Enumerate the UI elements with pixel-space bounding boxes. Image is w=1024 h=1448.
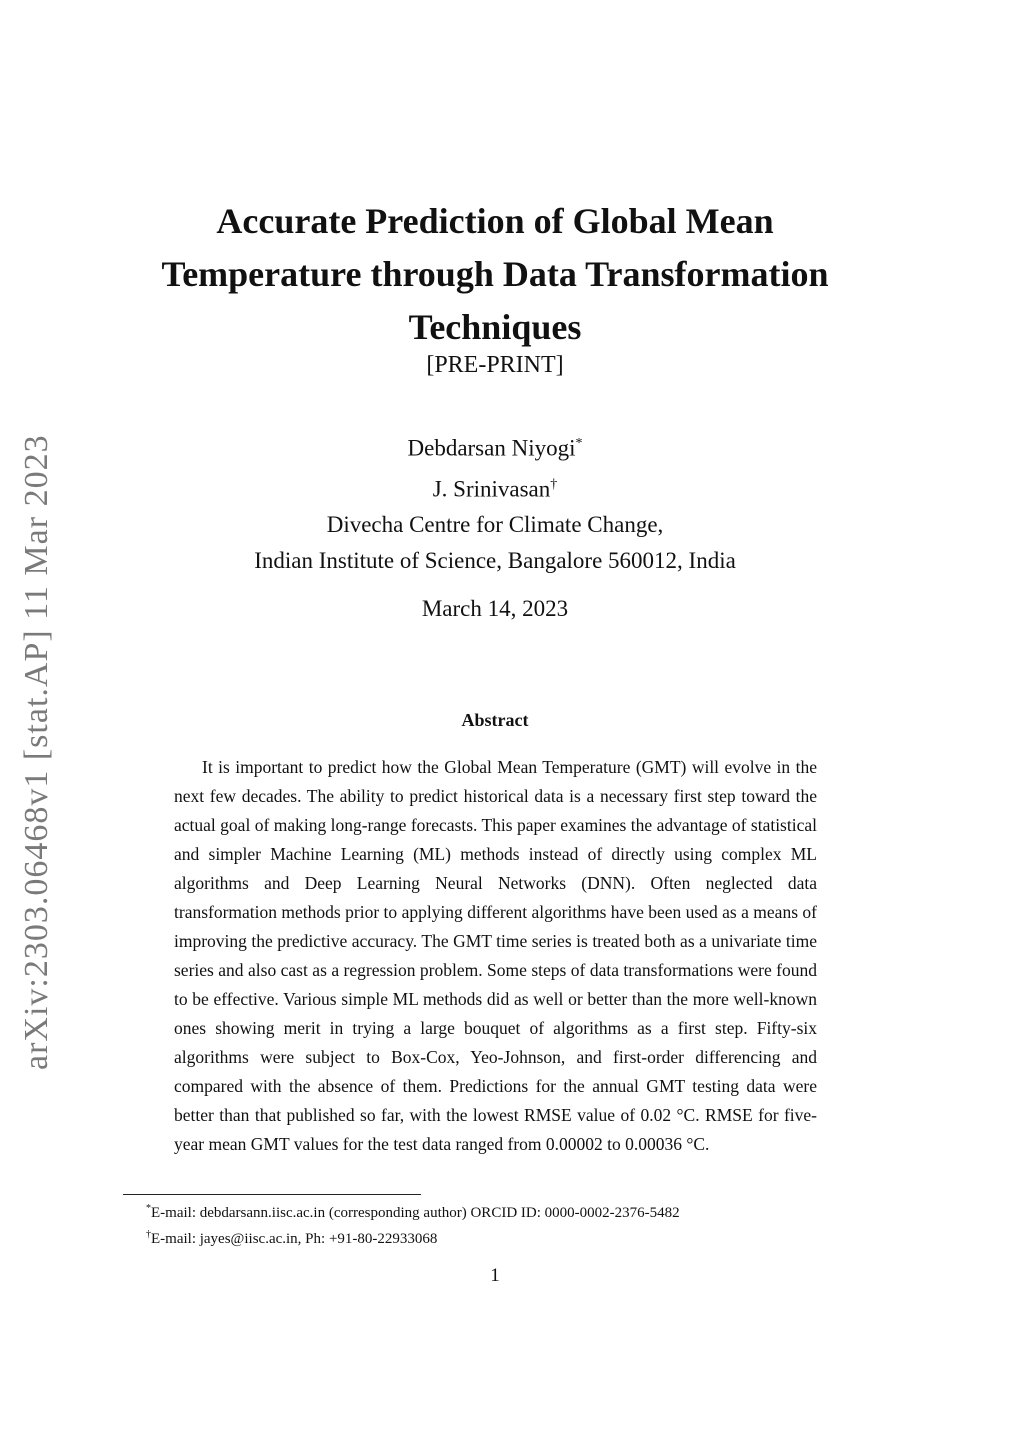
footnotes xyxy=(146,1198,906,1250)
abstract-heading: Abstract xyxy=(461,710,529,730)
paper-title: Accurate Prediction of Global Mean Temperature through Data Transformation Techniques xyxy=(161,201,829,347)
author-2 xyxy=(140,467,850,508)
arxiv-identifier: arXiv:2303.06468v1 [stat.AP] 11 Mar 2023 xyxy=(18,434,55,1070)
affiliation-line-2: Indian Institute of Science, Bangalore 560012, India xyxy=(254,548,736,574)
author-1 xyxy=(140,426,850,467)
footnote-1-mark: * xyxy=(146,1203,151,1214)
abstract-body: It is important to predict how the Global Mean Temperature (GMT) will evolve in the next few decades. The ability to predict historical data is a necessary first step toward the actual goal of making long-range forecasts. This paper examines the advantage of statistical and simpler Machine Learning (ML) methods instead of directly using complex ML algorithms and Deep Learning Neural Networks (DNN). Often neglected data transformation methods prior to applying different algorithms have been used as a means of improving the predictive accuracy. The GMT time series is treated both as a univariate time series and also cast as a regression problem. Some steps of data transformations were found to be effective. Various simple ML methods did as well or better than the more well-known ones showing merit in trying a large bouquet of algorithms as a first step. Fifty-six algorithms were subject to Box-Cox, Yeo-Johnson, and first-order differencing and compared with the absence of them. Predictions for the annual GMT testing data were better than that published so far, with the lowest RMSE value of 0.02 °C. RMSE for five-year mean GMT values for the test data ranged from 0.00002 to 0.00036 °C. xyxy=(174,757,817,1154)
author-block xyxy=(140,426,850,579)
footnote-2-mark: † xyxy=(146,1229,151,1240)
footnote-rule xyxy=(123,1194,421,1195)
affiliation-line-1: Divecha Centre for Climate Change, xyxy=(326,512,664,538)
footnote-2-text: E-mail: jayes@iisc.ac.in, Ph: +91-80-22933068 xyxy=(151,1231,438,1247)
author-2-mark: † xyxy=(550,476,558,492)
author-2-name: J. Srinivasan xyxy=(432,476,551,502)
footnote-1 xyxy=(146,1198,906,1224)
footnote-2 xyxy=(146,1224,906,1250)
author-1-name: Debdarsan Niyogi xyxy=(407,435,576,461)
preprint-label: [PRE-PRINT] xyxy=(426,352,564,378)
footnote-1-text: E-mail: debdarsann.iisc.ac.in (corresponding author) ORCID ID: 0000-0002-2376-5482 xyxy=(151,1205,680,1221)
paper-date: March 14, 2023 xyxy=(421,596,569,621)
author-1-mark: * xyxy=(575,436,583,451)
page-number: 1 xyxy=(490,1265,500,1286)
